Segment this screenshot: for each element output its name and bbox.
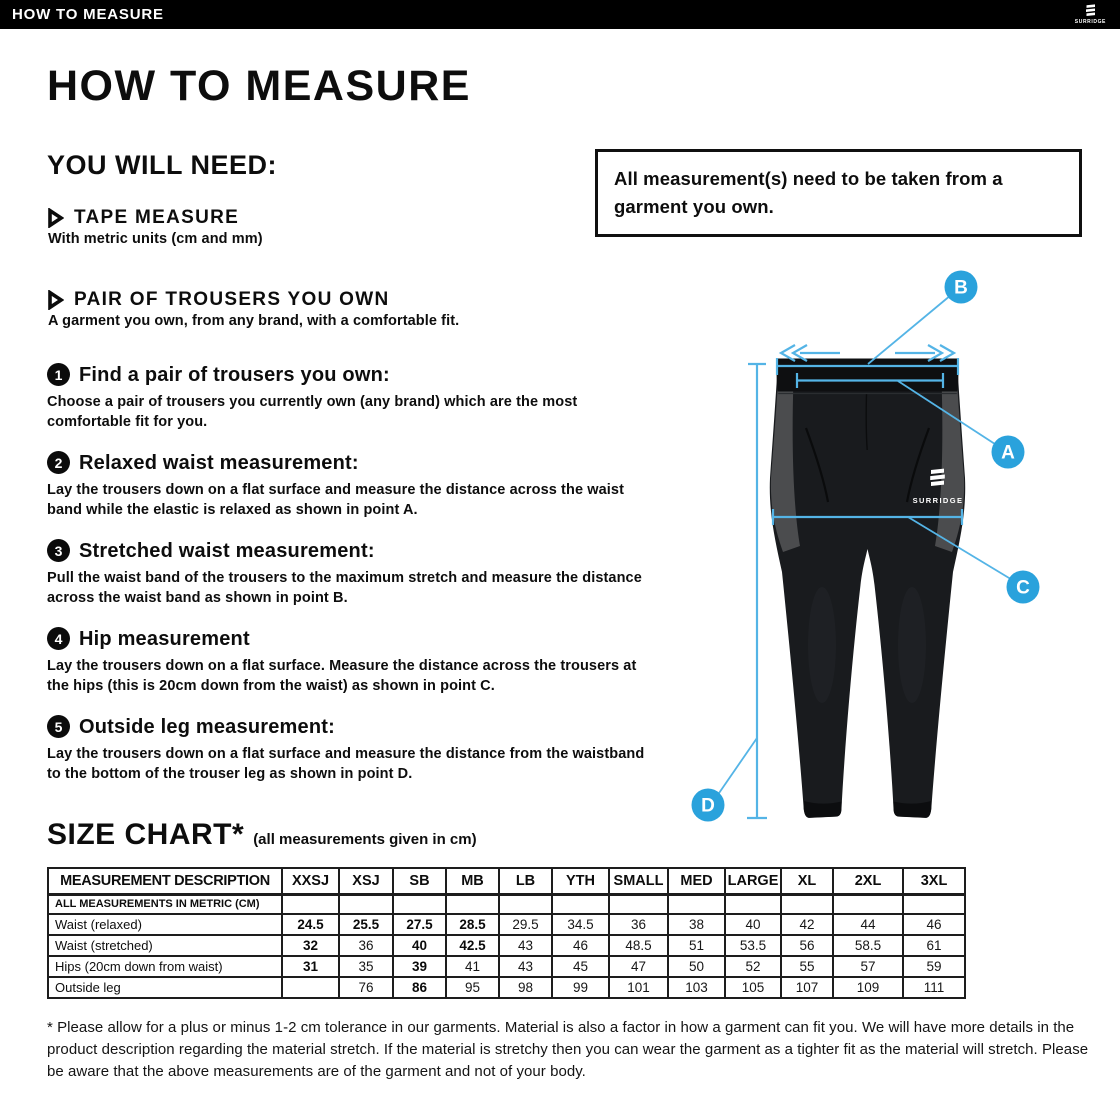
table-header-cell: MED xyxy=(668,868,725,895)
need-description: With metric units (cm and mm) xyxy=(48,230,263,247)
step-item xyxy=(47,627,687,696)
table-cell: 111 xyxy=(903,977,965,998)
table-cell: 53.5 xyxy=(725,935,781,956)
table-cell xyxy=(282,977,339,998)
point-c-label: C xyxy=(1016,577,1030,599)
table-cell: 25.5 xyxy=(339,914,393,935)
table-cell: 43 xyxy=(499,956,552,977)
step-head xyxy=(47,363,687,387)
empty-cell xyxy=(903,894,965,914)
footnote-text: * Please allow for a plus or minus 1-2 cm tolerance in our garments. Material is also a factor in how a garment can fit you. We will have more details in the product description regarding the material stretch. If the material is stretchy then you can wear the garment as a tighter fit as the material will stretch. Please be aware that the above measurements are of the garment and not of your body. xyxy=(47,1018,1089,1081)
point-b-label: B xyxy=(954,277,968,299)
table-cell: 101 xyxy=(609,977,668,998)
metric-note-row xyxy=(48,894,965,914)
step-title: Find a pair of trousers you own: xyxy=(79,363,390,386)
table-cell: 103 xyxy=(668,977,725,998)
table-cell: 36 xyxy=(609,914,668,935)
step-number-badge: 5 xyxy=(47,715,70,738)
table-cell: 109 xyxy=(833,977,903,998)
table-cell: 28.5 xyxy=(446,914,499,935)
step-body: Lay the trousers down on a flat surface and measure the distance from the waistband to the bottom of the trouser leg as shown in point D. xyxy=(47,745,645,782)
triangle-bullet-icon xyxy=(47,290,64,310)
row-label: Waist (stretched) xyxy=(48,935,282,956)
step-body: Choose a pair of trousers you currently own (any brand) which are the most comfortable fit for you. xyxy=(47,393,578,430)
table-cell: 59 xyxy=(903,956,965,977)
step-number-badge: 4 xyxy=(47,627,70,650)
note-box-text: All measurement(s) need to be taken from a garment you own. xyxy=(614,168,1003,217)
step-body: Lay the trousers down on a flat surface. Measure the distance across the trousers at the hips (this is 20cm down from the waist) as shown in point C. xyxy=(47,657,637,694)
table-cell: 61 xyxy=(903,935,965,956)
metric-note-label: ALL MEASUREMENTS IN METRIC (CM) xyxy=(48,894,282,914)
triangle-bullet-icon xyxy=(47,208,64,228)
table-cell: 24.5 xyxy=(282,914,339,935)
need-description: A garment you own, from any brand, with a comfortable fit. xyxy=(48,312,460,329)
table-cell: 41 xyxy=(446,956,499,977)
step-title: Stretched waist measurement: xyxy=(79,539,375,562)
step-item xyxy=(47,715,687,784)
knee-sheen-right xyxy=(898,587,926,703)
need-title: TAPE MEASURE xyxy=(74,206,240,228)
table-cell: 57 xyxy=(833,956,903,977)
point-d-label: D xyxy=(701,795,715,817)
table-row xyxy=(48,977,965,998)
size-chart-title: SIZE CHART* xyxy=(47,817,245,851)
table-cell: 76 xyxy=(339,977,393,998)
empty-cell xyxy=(781,894,833,914)
surridge-s-icon xyxy=(1084,4,1097,19)
page-title: HOW TO MEASURE xyxy=(47,62,471,110)
table-cell: 105 xyxy=(725,977,781,998)
table-cell: 42 xyxy=(781,914,833,935)
table-row xyxy=(48,935,965,956)
table-cell: 45 xyxy=(552,956,609,977)
table-cell: 55 xyxy=(781,956,833,977)
table-header-row xyxy=(48,868,965,895)
empty-cell xyxy=(339,894,393,914)
table-cell: 46 xyxy=(903,914,965,935)
step-body: Lay the trousers down on a flat surface and measure the distance across the waist band while the elastic is relaxed as shown in point A. xyxy=(47,481,624,518)
table-header-cell: XXSJ xyxy=(282,868,339,895)
table-cell: 46 xyxy=(552,935,609,956)
table-cell: 36 xyxy=(339,935,393,956)
empty-cell xyxy=(833,894,903,914)
step-head xyxy=(47,627,687,651)
step-item xyxy=(47,363,687,432)
trousers-body xyxy=(770,360,965,818)
thigh-logo-wordmark: SURRIDGE xyxy=(912,496,964,505)
table-cell: 44 xyxy=(833,914,903,935)
you-will-need-heading: YOU WILL NEED: xyxy=(47,150,278,181)
table-header-cell: XSJ xyxy=(339,868,393,895)
step-body: Pull the waist band of the trousers to the maximum stretch and measure the distance across the waist band as shown in point B. xyxy=(47,569,642,606)
table-row xyxy=(48,914,965,935)
table-cell: 107 xyxy=(781,977,833,998)
top-bar-title: HOW TO MEASURE xyxy=(12,6,164,23)
point-a-label: A xyxy=(1001,442,1015,464)
table-cell: 29.5 xyxy=(499,914,552,935)
empty-cell xyxy=(446,894,499,914)
table-cell: 56 xyxy=(781,935,833,956)
table-header-cell: 3XL xyxy=(903,868,965,895)
need-head xyxy=(47,207,1097,229)
empty-cell xyxy=(668,894,725,914)
table-header-cell: MB xyxy=(446,868,499,895)
step-item xyxy=(47,451,687,520)
knee-sheen-left xyxy=(808,587,836,703)
step-title: Relaxed waist measurement: xyxy=(79,451,359,474)
table-cell: 39 xyxy=(393,956,446,977)
table-cell: 31 xyxy=(282,956,339,977)
step-head xyxy=(47,451,687,475)
empty-cell xyxy=(552,894,609,914)
top-bar xyxy=(0,0,1120,29)
empty-cell xyxy=(609,894,668,914)
step-title: Hip measurement xyxy=(79,627,250,650)
leader-d xyxy=(717,738,757,796)
table-header-cell: YTH xyxy=(552,868,609,895)
table-cell: 99 xyxy=(552,977,609,998)
size-chart-subtitle: (all measurements given in cm) xyxy=(253,830,477,848)
table-header-cell: SB xyxy=(393,868,446,895)
table-header-cell: 2XL xyxy=(833,868,903,895)
surridge-logo xyxy=(1075,4,1106,25)
need-item-tape-measure xyxy=(47,207,1097,247)
table-header-cell: LARGE xyxy=(725,868,781,895)
table-cell: 47 xyxy=(609,956,668,977)
empty-cell xyxy=(725,894,781,914)
table-cell: 42.5 xyxy=(446,935,499,956)
table-cell: 95 xyxy=(446,977,499,998)
row-label: Hips (20cm down from waist) xyxy=(48,956,282,977)
table-row xyxy=(48,956,965,977)
empty-cell xyxy=(499,894,552,914)
table-cell: 48.5 xyxy=(609,935,668,956)
table-cell: 43 xyxy=(499,935,552,956)
table-header-cell: LB xyxy=(499,868,552,895)
step-title: Outside leg measurement: xyxy=(79,715,335,738)
table-cell: 32 xyxy=(282,935,339,956)
table-cell: 35 xyxy=(339,956,393,977)
table-cell: 50 xyxy=(668,956,725,977)
row-label: Outside leg xyxy=(48,977,282,998)
table-cell: 51 xyxy=(668,935,725,956)
size-chart-table xyxy=(47,867,966,999)
table-cell: 38 xyxy=(668,914,725,935)
step-head xyxy=(47,715,687,739)
table-cell: 98 xyxy=(499,977,552,998)
surridge-wordmark: SURRIDGE xyxy=(1074,19,1106,25)
table-cell: 86 xyxy=(393,977,446,998)
step-item xyxy=(47,539,687,608)
need-title: PAIR OF TROUSERS YOU OWN xyxy=(74,288,390,310)
step-number-badge: 3 xyxy=(47,539,70,562)
empty-cell xyxy=(393,894,446,914)
step-head xyxy=(47,539,687,563)
step-number-badge: 2 xyxy=(47,451,70,474)
table-header-cell: MEASUREMENT DESCRIPTION xyxy=(48,868,282,895)
table-cell: 27.5 xyxy=(393,914,446,935)
table-cell: 58.5 xyxy=(833,935,903,956)
waistband xyxy=(777,359,959,392)
table-cell: 40 xyxy=(725,914,781,935)
table-cell: 34.5 xyxy=(552,914,609,935)
table-header-cell: XL xyxy=(781,868,833,895)
row-label: Waist (relaxed) xyxy=(48,914,282,935)
table-cell: 52 xyxy=(725,956,781,977)
step-number-badge: 1 xyxy=(47,363,70,386)
table-header-cell: SMALL xyxy=(609,868,668,895)
trousers-figure xyxy=(690,256,1100,844)
empty-cell xyxy=(282,894,339,914)
table-cell: 40 xyxy=(393,935,446,956)
